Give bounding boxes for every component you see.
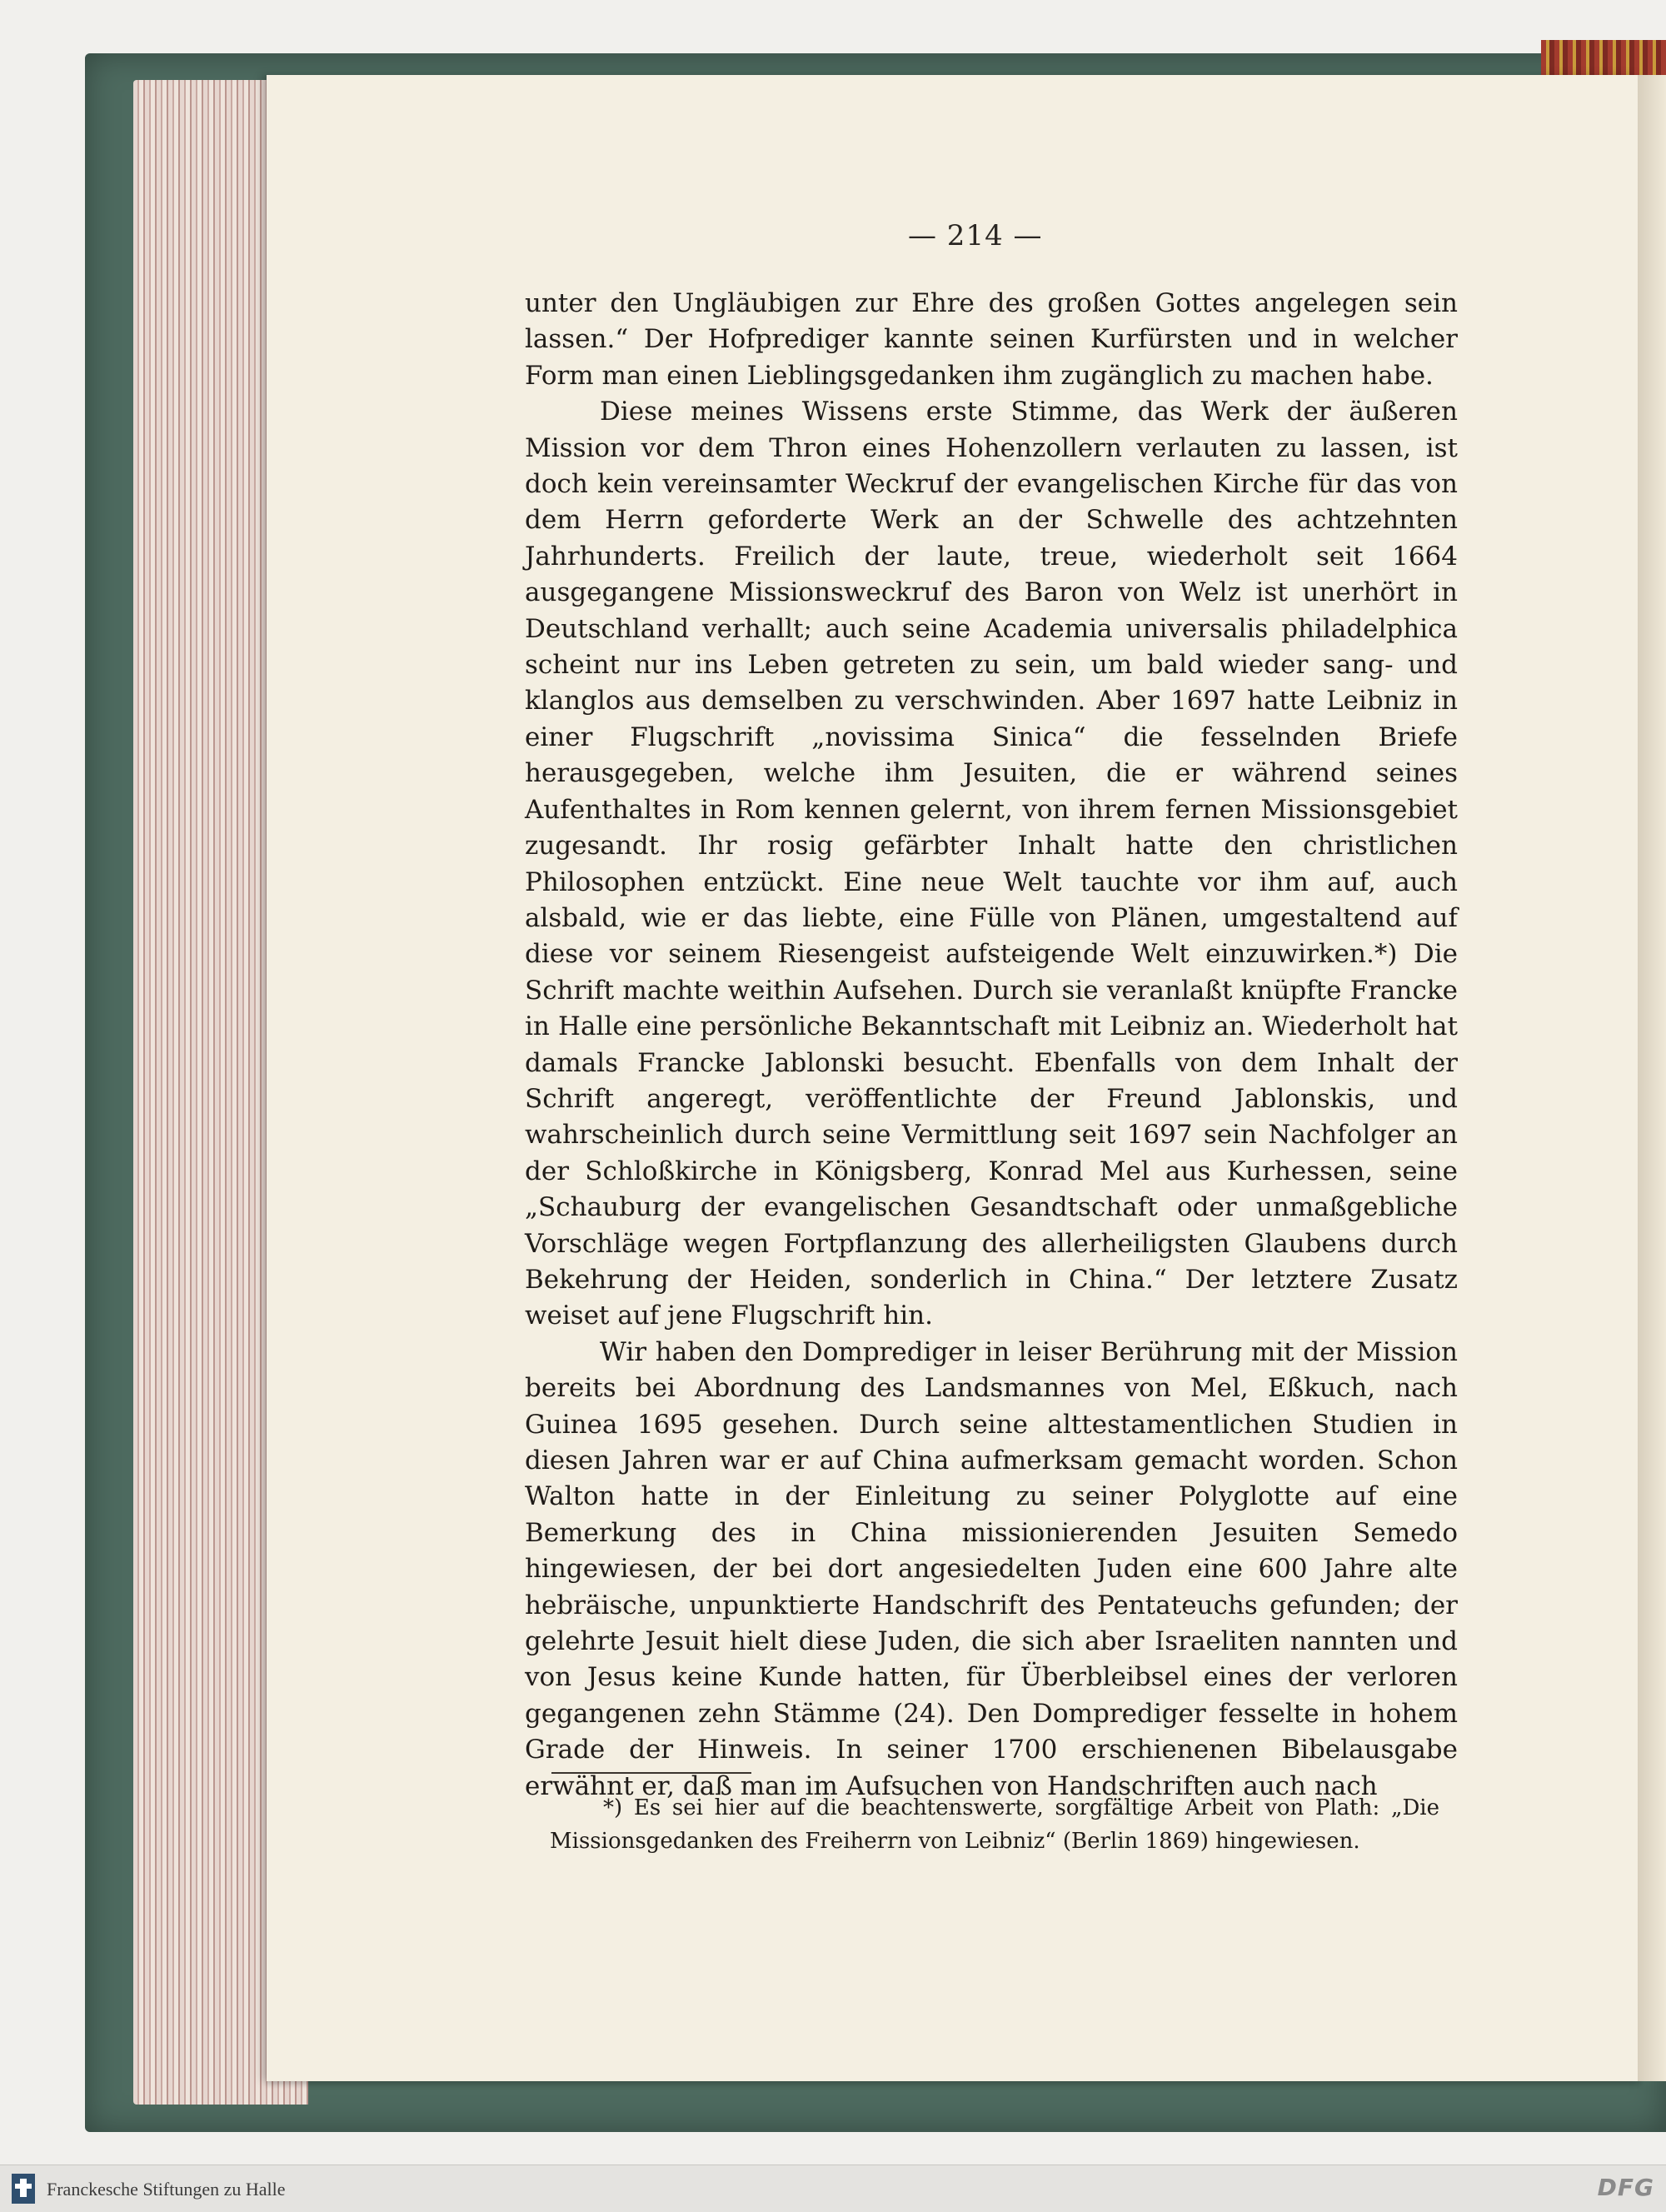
page-number: — 214 — xyxy=(908,219,1043,252)
paragraph: Diese meines Wissens erste Stimme, das Werk der äußeren Mission vor dem Thron eines Hohenzollern verlauten zu lassen, ist doch kein vereinsamter Weckruf der evangelischen Kirche für das von dem Herrn geforderte Werk an der Schwelle des achtzehnten Jahrhunderts. Freilich der laute, treue, wiederholt seit 1664 ausgegangene Missionsweckruf des Baron von Welz ist unerhört in Deutschland verhallt; auch seine Academia universalis philadelphica scheint nur ins Leben getreten zu sein, um bald wieder sang- und klanglos aus demselben zu verschwinden. Aber 1697 hatte Leibniz in einer Flugschrift „novissima Sinica“ die fesselnden Briefe herausgegeben, welche ihm Jesuiten, die er während seines Aufenthaltes in Rom kennen gelernt, von ihrem fernen Missionsgebiet zugesandt. Ihr rosig gefärbter Inhalt hatte den christlichen Philosophen entzückt. Eine neue Welt tauchte vor ihm auf, auch alsbald, wie er das liebte, eine Fülle von Plänen, umgestaltend auf diese vor seinem Riesengeist aufsteigende Welt einzuwirken.*) Die Schrift machte weithin Aufsehen. Durch sie veranlaßt knüpfte Francke in Halle eine persönliche Bekanntschaft mit Leibniz an. Wiederholt hat damals Francke Jablonski besucht. Ebenfalls von dem Inhalt der Schrift angeregt, veröffentlichte der Freund Jablonskis, und wahrscheinlich durch seine Vermittlung seit 1697 sein Nachfolger an der Schloßkirche in Königsberg, Konrad Mel aus Kurhessen, seine „Schauburg der evangelischen Gesandtschaft oder unmaßgebliche Vorschläge wegen Fortpflanzung des allerheiligsten Glaubens durch Bekehrung der Heiden, sonderlich in China.“ Der letztere Zusatz weiset auf jene Flugschrift hin. xyxy=(525,397,1458,1331)
paragraph: unter den Ungläubigen zur Ehre des großen Gottes angelegen sein lassen.“ Der Hofprediger kannte seinen Kurfürsten und in welcher Form man einen Lieblingsgedanken ihm zugänglich zu machen habe. xyxy=(525,288,1458,391)
paragraph: Wir haben den Domprediger in leiser Berührung mit der Mission bereits bei Abordnung des Landsmannes von Mel, Eßkuch, nach Guinea 1695 gesehen. Durch seine alttestamentlichen Studien in diesen Jahren war er auf China aufmerksam gemacht worden. Schon Walton hatte in der Einleitung zu seiner Polyglotte auf eine Bemerkung des in China missionierenden Jesuiten Semedo hingewiesen, der bei dort angesiedelten Juden eine 600 Jahre alte hebräische, unpunktierte Handschrift des Pentateuchs gefunden; der gelehrte Jesuit hielt diese Juden, die sich aber Israeliten nannten und von Jesus keine Kunde hatten, für Überbleibsel eines der verloren gegangenen zehn Stämme (24). Den Domprediger fesselte in hohem Grade der Hinweis. In seiner 1700 erschienenen Bibelausgabe erwähnt er, daß man im Aufsuchen von Handschriften auch nach xyxy=(525,1336,1458,1801)
footnote: *) Es sei hier auf die beachtenswerte, sorgfältige Arbeit von Plath: „Die Missionsgedanken des Freiherrn von Leibniz“ (Berlin 1869) hingewiesen. xyxy=(550,1795,1439,1854)
page-gutter xyxy=(1638,75,1666,2081)
footnote-divider xyxy=(551,1772,751,1774)
viewer-footer xyxy=(0,2165,1666,2212)
funder-logo: DFG xyxy=(1597,2174,1654,2201)
institution-name: Franckesche Stiftungen zu Halle xyxy=(47,2179,286,2200)
institution-logo-icon xyxy=(8,2172,38,2205)
body-text xyxy=(525,286,1458,1805)
